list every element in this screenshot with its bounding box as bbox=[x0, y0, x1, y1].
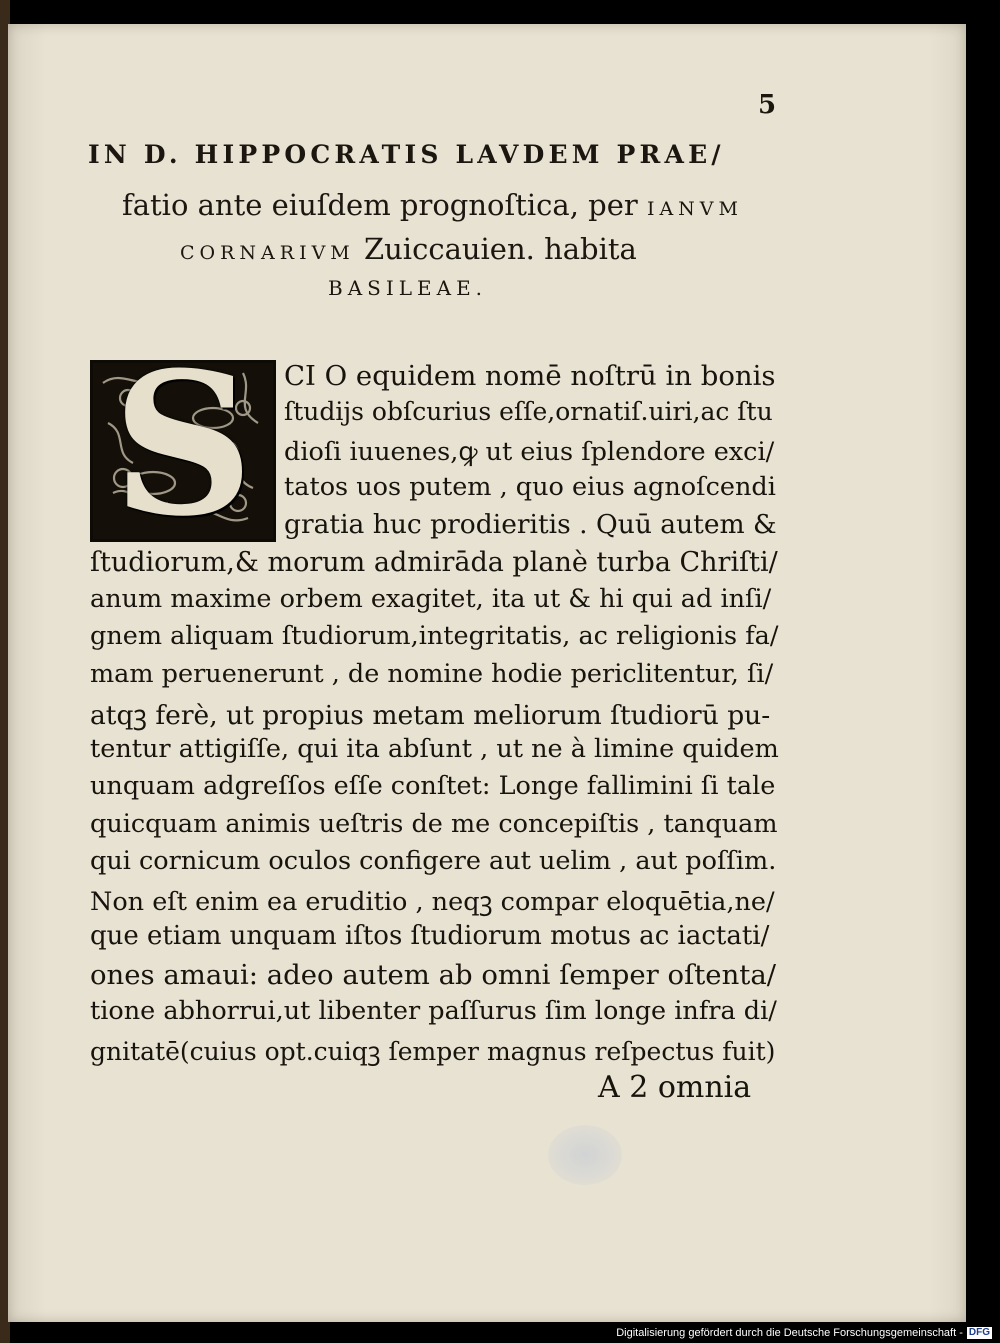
title-line-2-text: fatio ante eiuſdem prognoſtica, per bbox=[122, 188, 647, 222]
title-line-3-text: Zuiccauien. habita bbox=[354, 232, 637, 266]
decorated-initial bbox=[90, 360, 276, 542]
text-line: gnem aliquam ſtudiorum,integritatis, ac religionis fa/ bbox=[90, 621, 779, 651]
drop-cap-letter: S bbox=[112, 360, 254, 542]
text-line: unquam adgreſſos eſſe conſtet: Longe fallimini ſi tale bbox=[90, 771, 776, 801]
page-number: 5 bbox=[758, 90, 777, 120]
text-line: tione abhorrui,ut libenter paſſurus ſim longe infra di/ bbox=[90, 996, 777, 1026]
title-line-1: IN D. HIPPOCRATIS LAVDEM PRAE/ bbox=[88, 140, 725, 169]
text-line: tentur attigiſſe, qui ita abſunt , ut ne à limine quidem bbox=[90, 734, 779, 764]
title-line-3-caps: CORNARIVM bbox=[180, 242, 355, 264]
text-line: Non eſt enim ea eruditio , neqꝫ compar eloquētia,ne/ bbox=[90, 887, 775, 917]
dfg-logo: DFG bbox=[968, 1327, 990, 1338]
footer-text: Digitalisierung gefördert durch die Deutsche Forschungsgemeinschaft - bbox=[616, 1327, 963, 1339]
text-line: ſtudijs obſcurius eſſe,ornatiſ.uiri,ac ſtu bbox=[284, 397, 773, 426]
text-line: gnitatē(cuius opt.cuiqꝫ ſemper magnus reſpectus fuit) bbox=[90, 1037, 776, 1066]
text-line: CI O equidem nomē noſtrū in bonis bbox=[284, 360, 776, 392]
digitization-footer bbox=[616, 1327, 992, 1339]
text-line: anum maxime orbem exagitet, ita ut & hi qui ad inſi/ bbox=[90, 584, 772, 614]
text-line: dioſi iuuenes,ꝙ ut eius ſplendore exci/ bbox=[284, 437, 775, 467]
title-line-4: BASILEAE. bbox=[328, 276, 488, 300]
title-line-2 bbox=[122, 188, 743, 222]
catchword: A 2 omnia bbox=[598, 1070, 752, 1105]
text-line: mam peruenerunt , de nomine hodie periclitentur, ſi/ bbox=[90, 659, 774, 689]
text-line: qui cornicum oculos configere aut uelim , aut poſſim. bbox=[90, 846, 777, 876]
text-line: tatos uos putem , quo eius agnoſcendi bbox=[284, 472, 776, 502]
text-line: ſtudiorum,& morum admirāda planè turba Chriſti/ bbox=[90, 547, 778, 578]
title-line-2-caps: IANVM bbox=[646, 198, 743, 220]
text-line: ones amaui: adeo autem ab omni ſemper oſtenta/ bbox=[90, 959, 776, 991]
text-line: gratia huc prodieritis . Quū autem & bbox=[284, 509, 777, 540]
text-line: quicquam animis ueſtris de me concepiſtis , tanquam bbox=[90, 809, 778, 839]
text-line: que etiam unquam iſtos ſtudiorum motus ac iactati/ bbox=[90, 921, 770, 951]
library-stamp bbox=[548, 1125, 622, 1185]
title-line-3 bbox=[180, 232, 637, 266]
text-line: atqꝫ ferè, ut propius metam meliorum ſtudiorū pu- bbox=[90, 700, 771, 731]
